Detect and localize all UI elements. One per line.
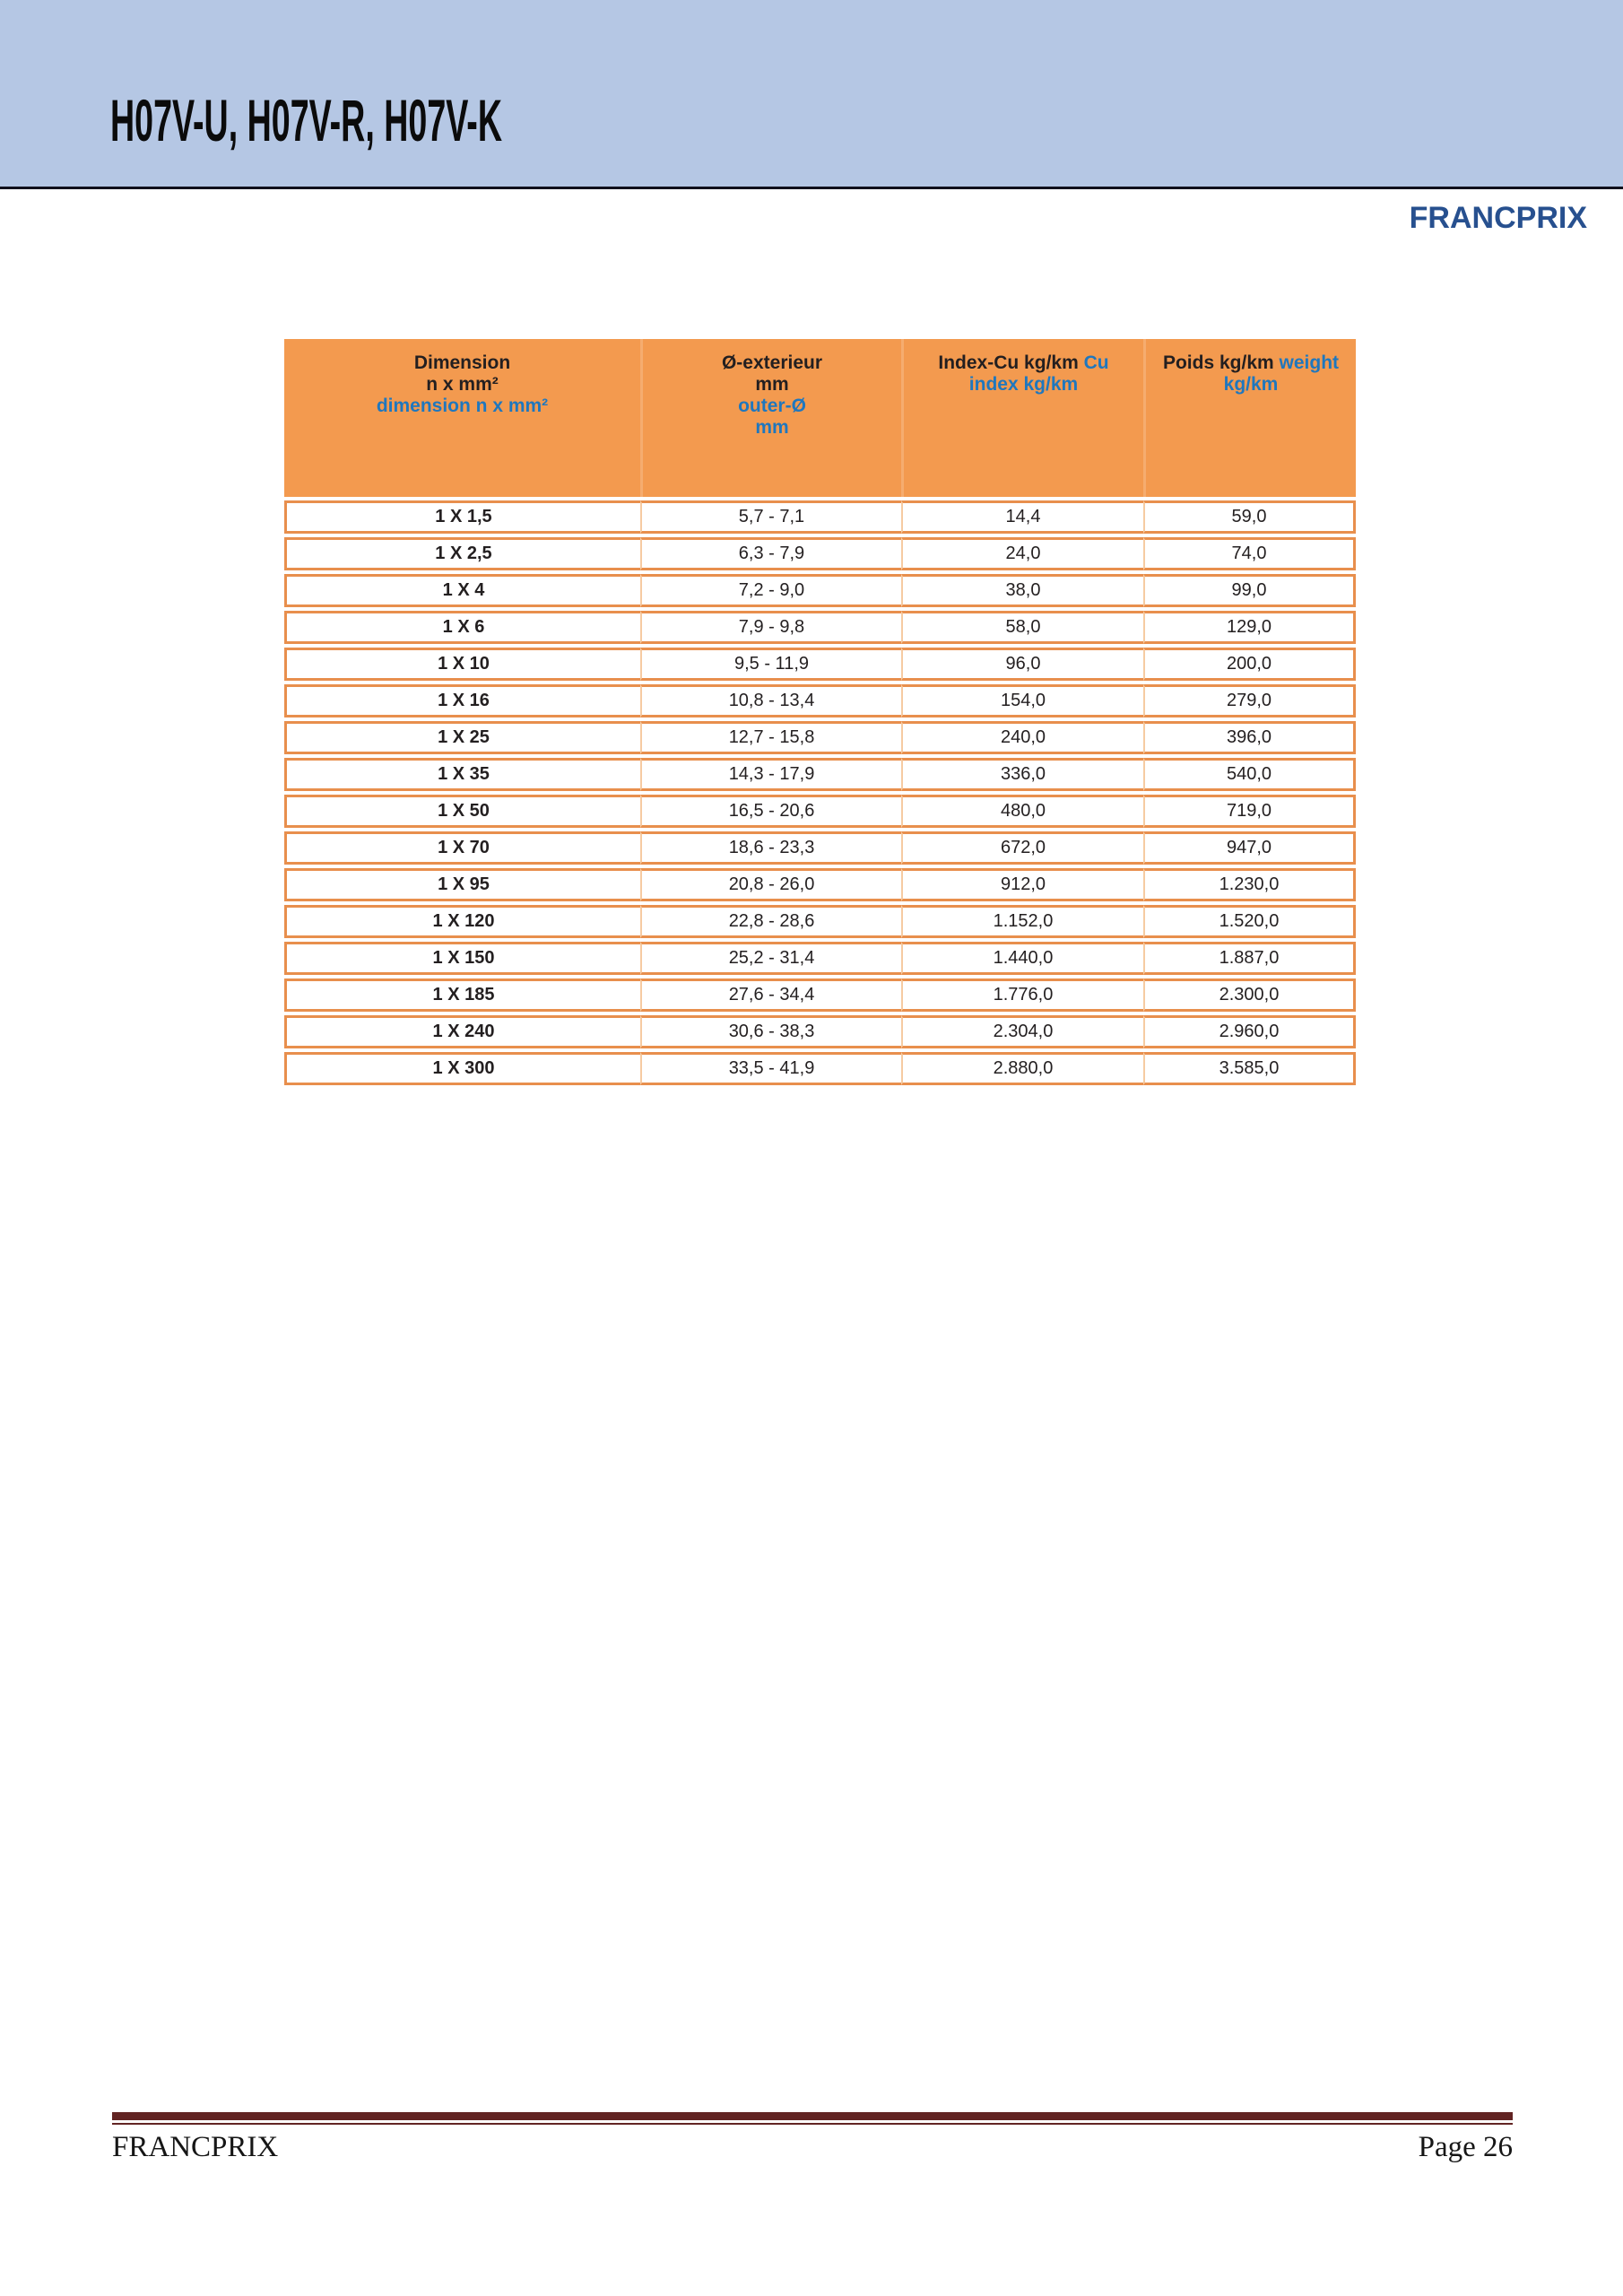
outer-diameter-cell: 27,6 - 34,4 [640, 978, 901, 1012]
table-row [284, 648, 1356, 681]
table-row [284, 868, 1356, 901]
weight-cell: 540,0 [1143, 758, 1356, 791]
page-title: H07V-U, H07V-R, H07V-K [110, 87, 502, 153]
table-row [284, 611, 1356, 644]
dimension-cell: 1 X 6 [284, 611, 640, 644]
page-footer [112, 2131, 1513, 2164]
weight-cell: 99,0 [1143, 574, 1356, 607]
dimension-cell: 1 X 16 [284, 684, 640, 718]
header-line: kg/km [1223, 374, 1279, 395]
outer-diameter-cell: 14,3 - 17,9 [640, 758, 901, 791]
table-row [284, 721, 1356, 754]
header-line: outer-Ø [738, 396, 806, 416]
outer-diameter-cell: 22,8 - 28,6 [640, 905, 901, 938]
dimension-cell: 1 X 300 [284, 1052, 640, 1085]
outer-diameter-cell: 10,8 - 13,4 [640, 684, 901, 718]
copper-index-cell: 24,0 [901, 537, 1143, 570]
outer-diameter-cell: 6,3 - 7,9 [640, 537, 901, 570]
dimension-cell: 1 X 185 [284, 978, 640, 1012]
copper-index-cell: 154,0 [901, 684, 1143, 718]
table-row [284, 574, 1356, 607]
table-row [284, 500, 1356, 534]
col-header-copper-index [901, 339, 1143, 497]
footer-page-number: Page 26 [1418, 2131, 1513, 2163]
dimension-cell: 1 X 150 [284, 942, 640, 975]
table-row [284, 831, 1356, 865]
copper-index-cell: 58,0 [901, 611, 1143, 644]
col-header-dimension [284, 339, 640, 497]
copper-index-cell: 672,0 [901, 831, 1143, 865]
copper-index-cell: 38,0 [901, 574, 1143, 607]
header-line: mm [755, 417, 789, 438]
table-row [284, 795, 1356, 828]
outer-diameter-cell: 7,9 - 9,8 [640, 611, 901, 644]
copper-index-cell: 96,0 [901, 648, 1143, 681]
table-row [284, 684, 1356, 718]
weight-cell: 59,0 [1143, 500, 1356, 534]
copper-index-cell: 2.880,0 [901, 1052, 1143, 1085]
footer-brand: FRANCPRIX [112, 2131, 279, 2163]
outer-diameter-cell: 9,5 - 11,9 [640, 648, 901, 681]
copper-index-cell: 912,0 [901, 868, 1143, 901]
dimension-cell: 1 X 240 [284, 1015, 640, 1048]
dimension-cell: 1 X 50 [284, 795, 640, 828]
copper-index-cell: 1.440,0 [901, 942, 1143, 975]
col-header-weight [1143, 339, 1356, 497]
header-line: Index-Cu kg/km Cu [938, 352, 1109, 373]
table-header-row [284, 339, 1356, 497]
weight-cell: 2.300,0 [1143, 978, 1356, 1012]
dimension-cell: 1 X 1,5 [284, 500, 640, 534]
title-band [0, 0, 1623, 189]
table-row [284, 978, 1356, 1012]
table-row [284, 1052, 1356, 1085]
copper-index-cell: 1.776,0 [901, 978, 1143, 1012]
copper-index-cell: 336,0 [901, 758, 1143, 791]
outer-diameter-cell: 5,7 - 7,1 [640, 500, 901, 534]
dimension-cell: 1 X 120 [284, 905, 640, 938]
col-header-outer-diameter [640, 339, 901, 497]
table-row [284, 758, 1356, 791]
copper-index-cell: 1.152,0 [901, 905, 1143, 938]
copper-index-cell: 2.304,0 [901, 1015, 1143, 1048]
header-line: Ø-exterieur [721, 352, 823, 373]
weight-cell: 1.230,0 [1143, 868, 1356, 901]
dimension-cell: 1 X 2,5 [284, 537, 640, 570]
header-line: dimension n x mm² [376, 396, 549, 416]
weight-cell: 279,0 [1143, 684, 1356, 718]
footer-divider [112, 2112, 1513, 2125]
weight-cell: 2.960,0 [1143, 1015, 1356, 1048]
outer-diameter-cell: 33,5 - 41,9 [640, 1052, 901, 1085]
dimension-cell: 1 X 25 [284, 721, 640, 754]
header-line: Dimension [413, 352, 511, 373]
header-line: Poids kg/km weight [1162, 352, 1340, 373]
header-line: index kg/km [968, 374, 1079, 395]
weight-cell: 1.520,0 [1143, 905, 1356, 938]
dimension-cell: 1 X 95 [284, 868, 640, 901]
weight-cell: 74,0 [1143, 537, 1356, 570]
dimension-cell: 1 X 4 [284, 574, 640, 607]
outer-diameter-cell: 20,8 - 26,0 [640, 868, 901, 901]
brand-name: FRANCPRIX [1409, 201, 1587, 235]
outer-diameter-cell: 30,6 - 38,3 [640, 1015, 901, 1048]
weight-cell: 129,0 [1143, 611, 1356, 644]
outer-diameter-cell: 12,7 - 15,8 [640, 721, 901, 754]
weight-cell: 947,0 [1143, 831, 1356, 865]
dimension-cell: 1 X 35 [284, 758, 640, 791]
copper-index-cell: 480,0 [901, 795, 1143, 828]
table-row [284, 905, 1356, 938]
weight-cell: 1.887,0 [1143, 942, 1356, 975]
weight-cell: 200,0 [1143, 648, 1356, 681]
table-row [284, 942, 1356, 975]
header-line: n x mm² [426, 374, 499, 395]
outer-diameter-cell: 7,2 - 9,0 [640, 574, 901, 607]
copper-index-cell: 240,0 [901, 721, 1143, 754]
outer-diameter-cell: 18,6 - 23,3 [640, 831, 901, 865]
cable-dimensions-table [284, 335, 1356, 1089]
footer-divider-thin-line [112, 2123, 1513, 2125]
weight-cell: 719,0 [1143, 795, 1356, 828]
header-line: mm [755, 374, 789, 395]
outer-diameter-cell: 16,5 - 20,6 [640, 795, 901, 828]
footer-divider-thick-line [112, 2112, 1513, 2120]
copper-index-cell: 14,4 [901, 500, 1143, 534]
dimension-cell: 1 X 10 [284, 648, 640, 681]
outer-diameter-cell: 25,2 - 31,4 [640, 942, 901, 975]
weight-cell: 3.585,0 [1143, 1052, 1356, 1085]
weight-cell: 396,0 [1143, 721, 1356, 754]
dimension-cell: 1 X 70 [284, 831, 640, 865]
table-row [284, 537, 1356, 570]
table-row [284, 1015, 1356, 1048]
